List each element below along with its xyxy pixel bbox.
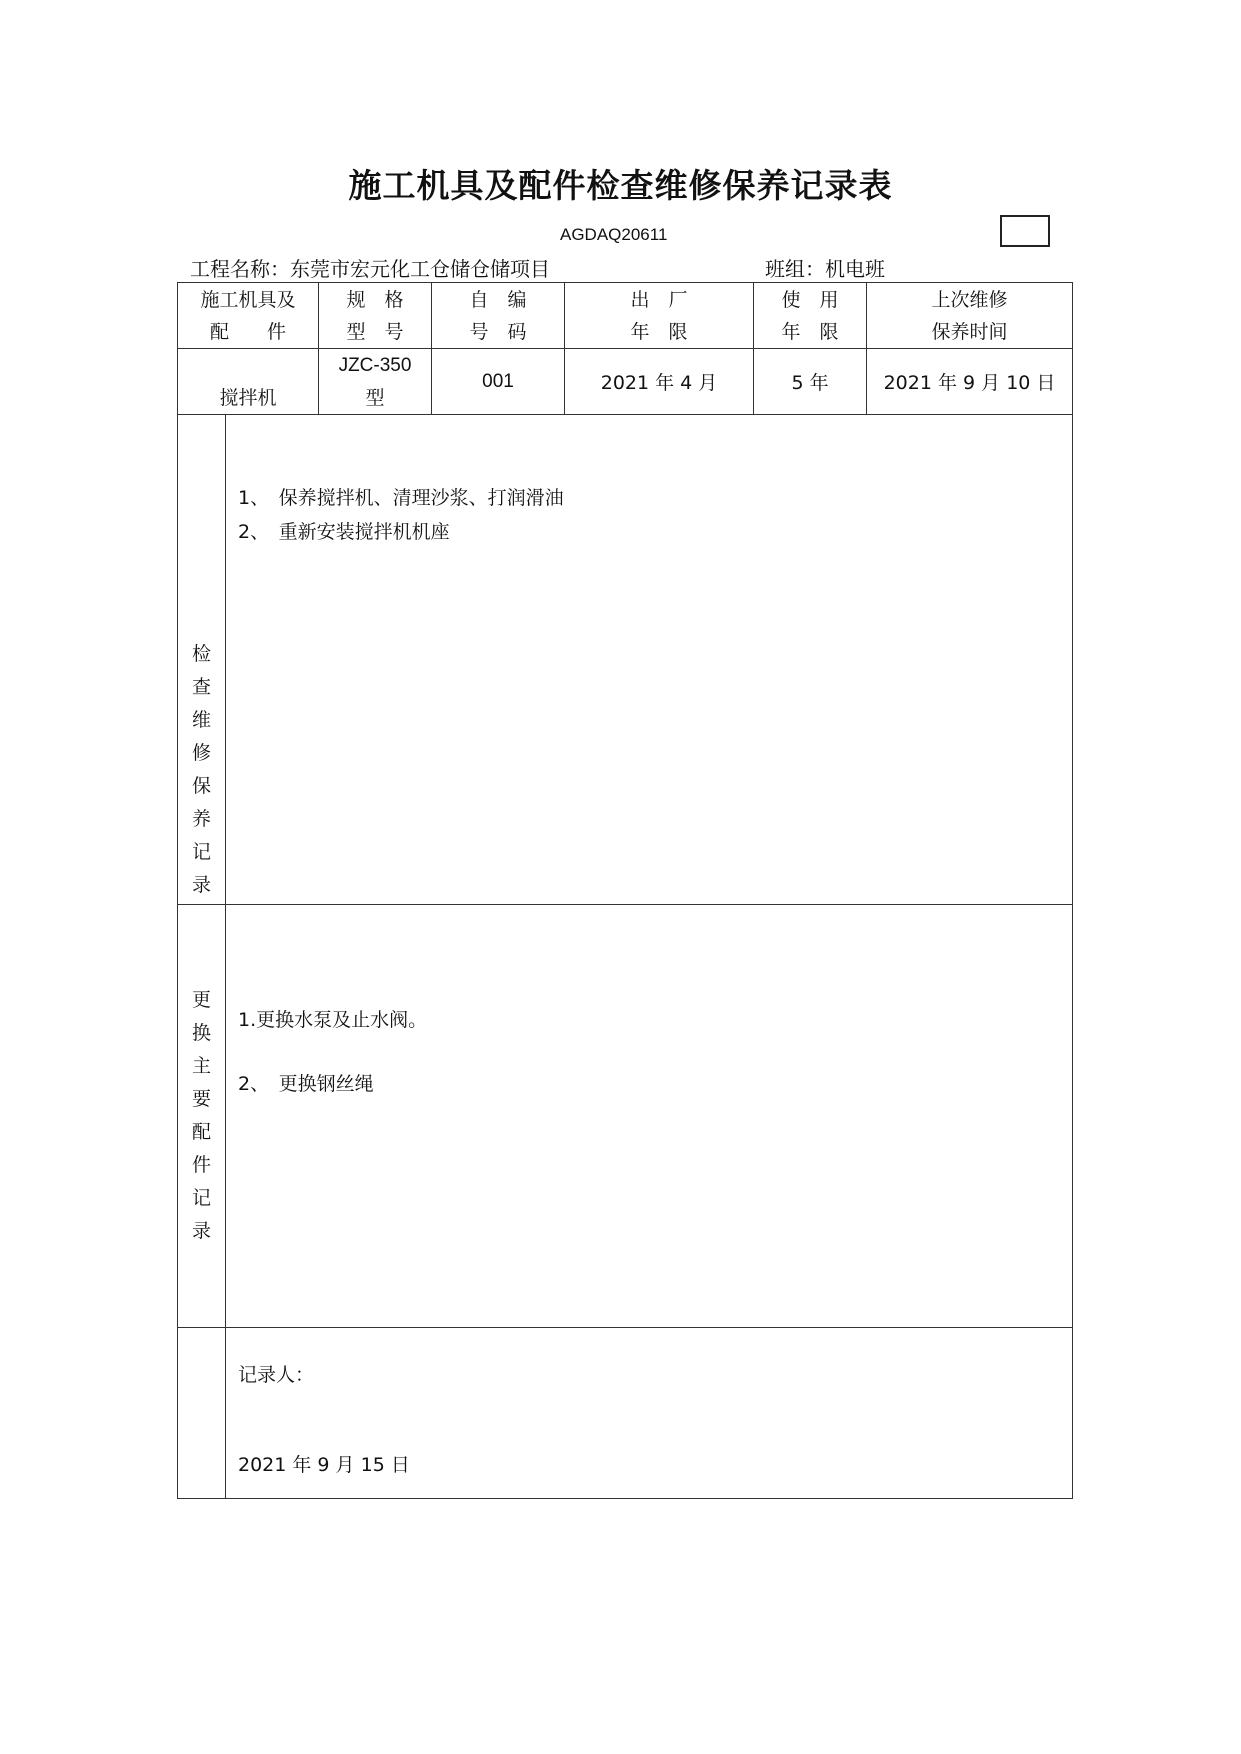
header-factory-year [565,283,754,349]
replacement-content [226,905,1073,1328]
header-factory-year-line2: 年 限 [630,320,688,343]
inspection-label-char: 保 [191,775,211,797]
header-equipment-line1: 施工机具及 [200,288,296,311]
header-model-line2: 型 号 [346,320,404,343]
replacement-label-char: 录 [191,1220,211,1242]
header-service-life-line2: 年 限 [781,320,839,343]
record-date: 2021 年 9 月 15 日 [238,1454,410,1476]
equipment-name: 搅拌机 [178,349,319,415]
project-name: 工程名称：东莞市宏元化工仓储仓储项目 [190,257,550,281]
equipment-service-life: 5 年 [754,349,867,415]
header-equipment [178,283,319,349]
replacement-label-char: 要 [191,1088,211,1110]
equipment-model-line2: 型 [365,386,385,409]
inspection-row [178,415,1073,905]
header-last-maintenance-line2: 保养时间 [931,320,1008,343]
recorder-label: 记录人： [238,1364,315,1386]
inspection-label-char: 养 [191,808,211,830]
header-equipment-line2: 配 件 [210,320,287,343]
replacement-label-char: 换 [191,1022,211,1044]
team-name: 班组：机电班 [765,257,885,281]
equipment-model [319,349,432,415]
blank-box [1000,215,1050,247]
replacement-label-char: 主 [191,1055,211,1077]
header-serial-line2: 号 码 [469,320,527,343]
inspection-item: 2、 重新安装搅拌机机座 [238,521,450,543]
inspection-label [178,415,226,905]
replacement-row [178,905,1073,1328]
header-model-line1: 规 格 [346,288,404,311]
equipment-serial: 001 [432,349,565,415]
header-row [178,283,1073,349]
record-table [177,282,1073,1499]
inspection-label-char: 修 [191,742,211,764]
equipment-factory-year: 2021 年 4 月 [565,349,754,415]
record-content [226,1328,1073,1499]
header-last-maintenance-line1: 上次维修 [931,288,1008,311]
inspection-label-char: 录 [191,874,211,896]
record-row [178,1328,1073,1499]
document-title: 施工机具及配件检查维修保养记录表 [348,166,893,205]
record-label-cell [178,1328,226,1499]
replacement-label-char: 更 [191,989,211,1011]
replacement-item: 2、 更换钢丝绳 [238,1073,374,1095]
header-factory-year-line1: 出 厂 [630,288,688,311]
header-service-life-line1: 使 用 [781,288,839,311]
inspection-label-char: 维 [191,709,211,731]
inspection-content [226,415,1073,905]
replacement-label-char: 件 [191,1154,211,1176]
replacement-item: 1.更换水泵及止水阀。 [238,1009,428,1031]
replacement-label-char: 记 [191,1187,211,1209]
equipment-row [178,349,1073,415]
inspection-item: 1、 保养搅拌机、清理沙浆、打润滑油 [238,487,564,509]
header-service-life [754,283,867,349]
header-serial [432,283,565,349]
replacement-label-char: 配 [191,1121,211,1143]
header-last-maintenance [867,283,1073,349]
equipment-last-maintenance: 2021 年 9 月 10 日 [867,349,1073,415]
inspection-label-char: 记 [191,841,211,863]
replacement-label [178,905,226,1328]
header-serial-line1: 自 编 [469,288,527,311]
inspection-label-char: 检 [191,643,211,665]
header-model [319,283,432,349]
document-code: AGDAQ20611 [560,225,668,244]
inspection-label-char: 查 [191,676,211,698]
equipment-model-line1: JZC-350 [338,354,412,376]
